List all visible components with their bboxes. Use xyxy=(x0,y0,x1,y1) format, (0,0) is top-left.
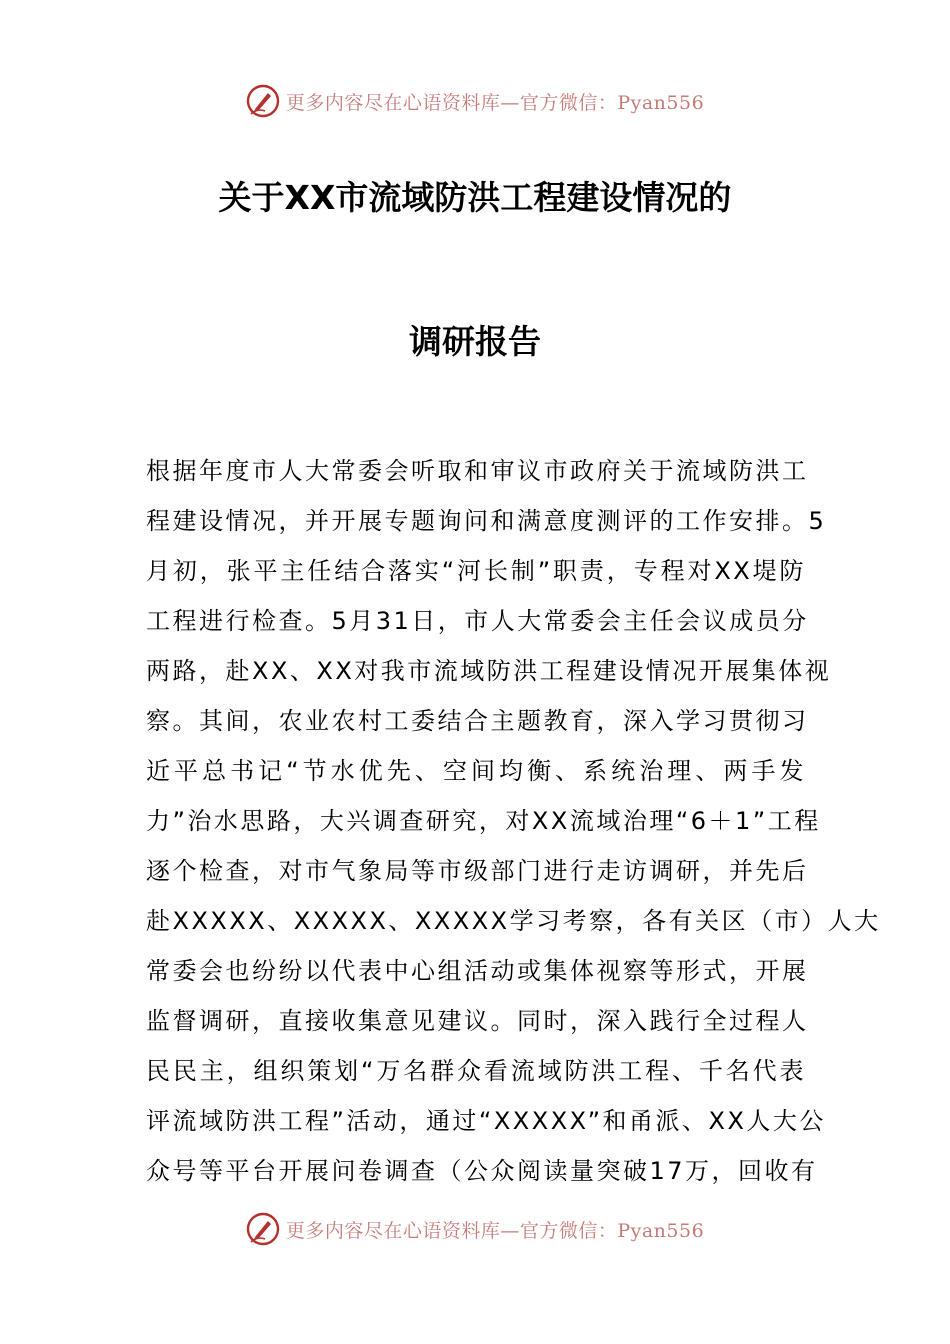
paragraph-line: 常委会也纷纷以代表中心组活动或集体视察等形式，开展 xyxy=(146,957,809,985)
document-title-line1: 关于XX市流域防洪工程建设情况的 xyxy=(218,178,732,217)
paragraph-line: 程建设情况，并开展专题询问和满意度测评的工作安排。5 xyxy=(146,507,827,535)
paragraph-line: 两路，赴XX、XX对我市流域防洪工程建设情况开展集体视 xyxy=(146,657,832,685)
paragraph-line: 众号等平台开展问卷调查（公众阅读量突破17万，回收有 xyxy=(146,1157,818,1185)
paragraph-line: 赴XXXXX、XXXXX、XXXXX学习考察，各有关区（市）人大 xyxy=(146,907,881,935)
paragraph-line: 月初，张平主任结合落实“河长制”职责，专程对XX堤防 xyxy=(146,557,806,585)
pen-logo-icon xyxy=(246,84,280,118)
paragraph-line: 察。其间，农业农村工委结合主题教育，深入学习贯彻习 xyxy=(146,707,809,735)
watermark-text: 更多内容尽在心语资料库—官方微信：Pyan556 xyxy=(285,1219,705,1242)
pen-logo-icon xyxy=(246,1212,280,1246)
paragraph-line: 监督调研，直接收集意见建议。同时，深入践行全过程人 xyxy=(146,1007,809,1035)
body-paragraph xyxy=(146,446,881,1196)
paragraph-line: 工程进行检查。5月31日，市人大常委会主任会议成员分 xyxy=(146,607,809,635)
paragraph-line: 根据年度市人大常委会听取和审议市政府关于流域防洪工 xyxy=(146,457,809,485)
watermark-footer xyxy=(0,1212,950,1246)
watermark-header xyxy=(0,84,950,118)
paragraph-line: 逐个检查，对市气象局等市级部门进行走访调研，并先后 xyxy=(146,857,809,885)
watermark-text: 更多内容尽在心语资料库—官方微信：Pyan556 xyxy=(285,91,705,114)
paragraph-line: 民民主，组织策划“万名群众看流域防洪工程、千名代表 xyxy=(146,1057,806,1085)
paragraph-line: 评流域防洪工程”活动，通过“XXXXX”和甬派、XX人大公 xyxy=(146,1107,826,1135)
paragraph-line: 近平总书记“节水优先、空间均衡、系统治理、两手发 xyxy=(146,757,806,785)
paragraph-line: 力”治水思路，大兴调查研究，对XX流域治理“6＋1”工程 xyxy=(146,807,821,835)
document-title-line2: 调研报告 xyxy=(409,322,541,361)
